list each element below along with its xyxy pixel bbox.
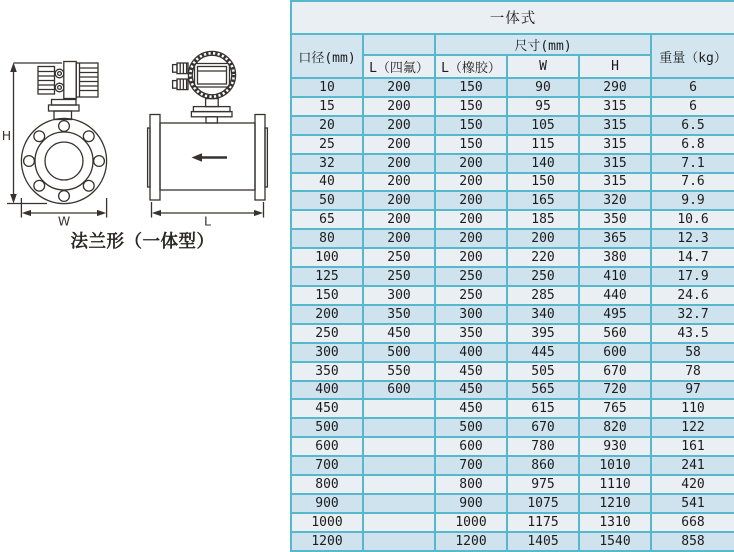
table-cell: 200: [363, 229, 435, 248]
table-cell: 600: [363, 381, 435, 400]
table-cell: 43.5: [651, 324, 734, 343]
table-cell: 200: [435, 191, 507, 210]
flange-face: [21, 118, 106, 203]
table-cell: 550: [363, 362, 435, 381]
table-cell: 395: [507, 324, 579, 343]
table-cell: 860: [507, 456, 579, 475]
table-cell: 122: [651, 418, 734, 437]
table-cell: 300: [291, 343, 363, 362]
spec-table: [290, 0, 734, 552]
table-cell: 1000: [291, 513, 363, 532]
table-cell: 450: [435, 362, 507, 381]
table-cell: 410: [579, 267, 651, 286]
table-row: [291, 494, 734, 513]
table-cell: 285: [507, 286, 579, 305]
table-cell: 100: [291, 248, 363, 267]
table-cell: 365: [579, 229, 651, 248]
table-cell: 14.7: [651, 248, 734, 267]
table-cell: 700: [291, 456, 363, 475]
table-cell: 600: [435, 437, 507, 456]
table-cell: 400: [291, 381, 363, 400]
table-cell: 200: [363, 135, 435, 154]
table-cell: 17.9: [651, 267, 734, 286]
table-cell: 6.5: [651, 116, 734, 135]
table-cell: 150: [507, 173, 579, 192]
transmitter-front: [38, 62, 98, 120]
table-cell: 670: [507, 418, 579, 437]
table-cell: 6.8: [651, 135, 734, 154]
table-cell: 20: [291, 116, 363, 135]
table-cell: 420: [651, 475, 734, 494]
l-dimension-label: L: [204, 213, 211, 229]
table-cell: 10.6: [651, 210, 734, 229]
table-cell: 65: [291, 210, 363, 229]
table-cell: 975: [507, 475, 579, 494]
front-view: [7, 62, 107, 218]
table-cell: 58: [651, 343, 734, 362]
table-cell: 15: [291, 97, 363, 116]
table-row: [291, 154, 734, 173]
table-cell: 350: [363, 305, 435, 324]
header-w: W: [507, 55, 579, 78]
table-row: [291, 475, 734, 494]
table-cell: 200: [363, 173, 435, 192]
table-cell: 150: [435, 135, 507, 154]
table-cell: 320: [579, 191, 651, 210]
table-cell: 150: [435, 97, 507, 116]
table-cell: 6: [651, 97, 734, 116]
table-cell: 200: [363, 78, 435, 97]
table-row: [291, 418, 734, 437]
table-row: [291, 229, 734, 248]
flowmeter-diagram: [0, 0, 290, 552]
table-cell: [363, 418, 435, 437]
table-cell: 97: [651, 381, 734, 400]
h-dimension-label: H: [1, 128, 12, 143]
table-cell: 1200: [291, 532, 363, 551]
table-cell: [363, 532, 435, 551]
table-cell: 290: [579, 78, 651, 97]
table-cell: 80: [291, 229, 363, 248]
header-weight: 重量（kg）: [651, 34, 734, 78]
table-cell: 1010: [579, 456, 651, 475]
table-cell: [363, 399, 435, 418]
table-cell: 300: [435, 305, 507, 324]
side-view: [148, 51, 268, 217]
table-cell: 450: [435, 399, 507, 418]
table-cell: [363, 513, 435, 532]
table-cell: 105: [507, 116, 579, 135]
header-empty-cell: [363, 34, 435, 55]
table-cell: 1110: [579, 475, 651, 494]
table-cell: 800: [291, 475, 363, 494]
table-cell: 541: [651, 494, 734, 513]
table-row: [291, 78, 734, 97]
table-cell: 1200: [435, 532, 507, 551]
table-cell: 800: [435, 475, 507, 494]
table-row: [291, 324, 734, 343]
header-h: H: [579, 55, 651, 78]
table-cell: 200: [363, 97, 435, 116]
table-row: [291, 97, 734, 116]
table-row: [291, 343, 734, 362]
table-row: [291, 513, 734, 532]
table-row: [291, 456, 734, 475]
table-cell: 200: [507, 229, 579, 248]
spec-table-panel: [290, 0, 734, 552]
table-cell: 505: [507, 362, 579, 381]
table-cell: 350: [579, 210, 651, 229]
table-cell: 400: [435, 343, 507, 362]
table-cell: 125: [291, 267, 363, 286]
table-cell: 780: [507, 437, 579, 456]
table-row: [291, 173, 734, 192]
table-cell: 500: [291, 418, 363, 437]
header-diameter: 口径(mm): [291, 34, 363, 78]
table-cell: 668: [651, 513, 734, 532]
table-cell: 200: [363, 210, 435, 229]
table-cell: 7.1: [651, 154, 734, 173]
table-row: [291, 362, 734, 381]
table-cell: 858: [651, 532, 734, 551]
table-cell: 10: [291, 78, 363, 97]
table-cell: 670: [579, 362, 651, 381]
table-cell: 32.7: [651, 305, 734, 324]
table-cell: 161: [651, 437, 734, 456]
table-cell: 250: [435, 286, 507, 305]
table-cell: 615: [507, 399, 579, 418]
table-cell: 1405: [507, 532, 579, 551]
table-cell: 560: [579, 324, 651, 343]
table-cell: 165: [507, 191, 579, 210]
table-cell: 600: [579, 343, 651, 362]
table-cell: 900: [291, 494, 363, 513]
table-cell: 315: [579, 97, 651, 116]
table-title-row: [291, 1, 734, 34]
table-cell: 90: [507, 78, 579, 97]
table-cell: 1000: [435, 513, 507, 532]
table-cell: 32: [291, 154, 363, 173]
table-row: [291, 437, 734, 456]
table-row: [291, 267, 734, 286]
flowmeter-drawing: [0, 0, 290, 552]
table-cell: 200: [435, 154, 507, 173]
table-cell: 250: [435, 267, 507, 286]
table-title: 一体式: [291, 1, 734, 34]
table-cell: 315: [579, 154, 651, 173]
table-cell: 315: [579, 173, 651, 192]
table-cell: 25: [291, 135, 363, 154]
table-row: [291, 191, 734, 210]
table-cell: 1310: [579, 513, 651, 532]
table-cell: 495: [579, 305, 651, 324]
table-cell: 500: [435, 418, 507, 437]
table-cell: 95: [507, 97, 579, 116]
table-cell: 315: [579, 135, 651, 154]
header-size-group: 尺寸(mm): [435, 34, 651, 55]
table-cell: 150: [291, 286, 363, 305]
table-cell: 250: [507, 267, 579, 286]
table-cell: 9.9: [651, 191, 734, 210]
table-cell: 250: [363, 248, 435, 267]
table-cell: 930: [579, 437, 651, 456]
table-cell: 565: [507, 381, 579, 400]
table-cell: 200: [363, 191, 435, 210]
table-cell: 700: [435, 456, 507, 475]
table-cell: 315: [579, 116, 651, 135]
table-cell: 200: [435, 210, 507, 229]
table-row: [291, 286, 734, 305]
table-cell: 7.6: [651, 173, 734, 192]
table-cell: 500: [363, 343, 435, 362]
table-cell: 200: [435, 173, 507, 192]
table-cell: 110: [651, 399, 734, 418]
table-cell: 200: [291, 305, 363, 324]
table-cell: 450: [363, 324, 435, 343]
table-cell: 450: [435, 381, 507, 400]
table-row: [291, 116, 734, 135]
table-cell: 1075: [507, 494, 579, 513]
table-cell: 50: [291, 191, 363, 210]
table-row: [291, 305, 734, 324]
table-row: [291, 210, 734, 229]
table-cell: 140: [507, 154, 579, 173]
table-cell: 765: [579, 399, 651, 418]
w-dimension-label: W: [57, 213, 71, 229]
table-cell: [363, 437, 435, 456]
table-cell: [363, 494, 435, 513]
table-cell: 450: [291, 399, 363, 418]
table-cell: 820: [579, 418, 651, 437]
table-cell: 200: [435, 248, 507, 267]
table-cell: 200: [435, 229, 507, 248]
table-cell: 720: [579, 381, 651, 400]
table-row: [291, 135, 734, 154]
table-row: [291, 381, 734, 400]
table-cell: 1175: [507, 513, 579, 532]
table-cell: 150: [435, 78, 507, 97]
table-cell: 24.6: [651, 286, 734, 305]
table-cell: 445: [507, 343, 579, 362]
table-cell: 220: [507, 248, 579, 267]
table-cell: 350: [435, 324, 507, 343]
header-l-ptfe: L（四氟）: [363, 55, 435, 78]
table-cell: 12.3: [651, 229, 734, 248]
table-cell: 340: [507, 305, 579, 324]
table-row: [291, 532, 734, 551]
table-row: [291, 399, 734, 418]
table-cell: 200: [363, 116, 435, 135]
header-row-1: [291, 34, 734, 55]
table-cell: [363, 475, 435, 494]
table-cell: 250: [291, 324, 363, 343]
table-row: [291, 248, 734, 267]
table-cell: 350: [291, 362, 363, 381]
table-cell: 600: [291, 437, 363, 456]
table-cell: 40: [291, 173, 363, 192]
table-cell: 1210: [579, 494, 651, 513]
table-cell: 900: [435, 494, 507, 513]
table-cell: 440: [579, 286, 651, 305]
table-cell: 115: [507, 135, 579, 154]
table-cell: 185: [507, 210, 579, 229]
table-cell: 250: [363, 267, 435, 286]
table-cell: 241: [651, 456, 734, 475]
header-l-rubber: L（橡胶）: [435, 55, 507, 78]
table-cell: 150: [435, 116, 507, 135]
table-cell: 300: [363, 286, 435, 305]
table-cell: 200: [363, 154, 435, 173]
table-cell: 1540: [579, 532, 651, 551]
table-cell: [363, 456, 435, 475]
table-cell: 6: [651, 78, 734, 97]
table-cell: 78: [651, 362, 734, 381]
transmitter-side: [173, 51, 236, 123]
diagram-caption: 法兰形（一体型）: [70, 232, 215, 252]
table-cell: 380: [579, 248, 651, 267]
